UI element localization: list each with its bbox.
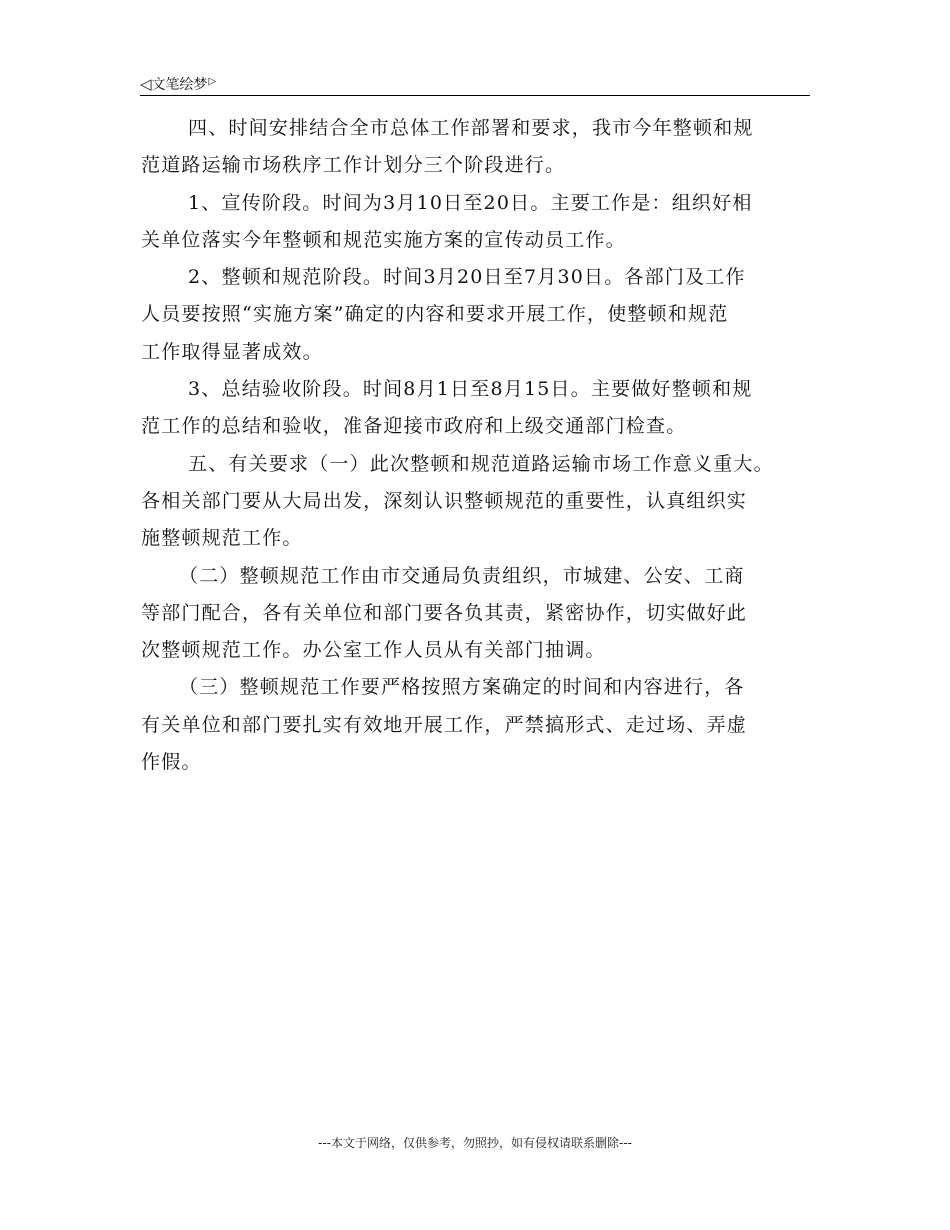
left-triangle-icon: ◁ (140, 75, 152, 93)
header-brand-text: 文笔绘梦 (151, 77, 208, 93)
page-header (140, 72, 810, 96)
body-line: 各相关部门要从大局出发，深刻认识整顿规范的重要性，认真组织实 (141, 489, 748, 512)
body-line: 作假。 (141, 751, 202, 774)
right-triangle-icon: ▷ (208, 76, 217, 87)
body-line: 施整顿规范工作。 (141, 527, 303, 550)
body-line: 五、有关要求（一）此次整顿和规范道路运输市场工作意义重大。 (188, 452, 774, 475)
body-line: 有关单位和部门要扎实有效地开展工作，严禁搞形式、走过场、弄虚 (141, 713, 748, 736)
body-line: 范道路运输市场秩序工作计划分三个阶段进行。 (141, 154, 566, 177)
body-line: 3、总结验收阶段。时间8月1日至8月15日。主要做好整顿和规 (188, 378, 753, 401)
body-line: 四、时间安排结合全市总体工作部署和要求，我市今年整顿和规 (188, 117, 754, 139)
footer-disclaimer: ---本文于网络，仅供参考，勿照抄，如有侵权请联系删除--- (318, 1136, 632, 1150)
document-body (141, 110, 813, 781)
header-brand-mark (140, 74, 216, 94)
body-line: 1、宣传阶段。时间为3月10日至20日。主要工作是：组织好相 (188, 191, 753, 214)
body-line: 人员要按照“实施方案”确定的内容和要求开展工作，使整顿和规范 (141, 303, 729, 326)
body-line: 关单位落实今年整顿和规范实施方案的宣传动员工作。 (141, 228, 626, 251)
body-line: 次整顿规范工作。办公室工作人员从有关部门抽调。 (141, 639, 606, 662)
body-line: 工作取得显著成效。 (141, 340, 323, 363)
body-line: 2、整顿和规范阶段。时间3月20日至7月30日。各部门及工作 (188, 266, 746, 289)
body-line: （三）整顿规范工作要严格按照方案确定的时间和内容进行，各 (179, 676, 745, 699)
body-line: 等部门配合，各有关单位和部门要各负其责，紧密协作，切实做好此 (141, 601, 748, 624)
body-line: 范工作的总结和验收，准备迎接市政府和上级交通部门检查。 (141, 415, 687, 438)
body-line: （二）整顿规范工作由市交通局负责组织，市城建、公安、工商 (179, 564, 745, 587)
